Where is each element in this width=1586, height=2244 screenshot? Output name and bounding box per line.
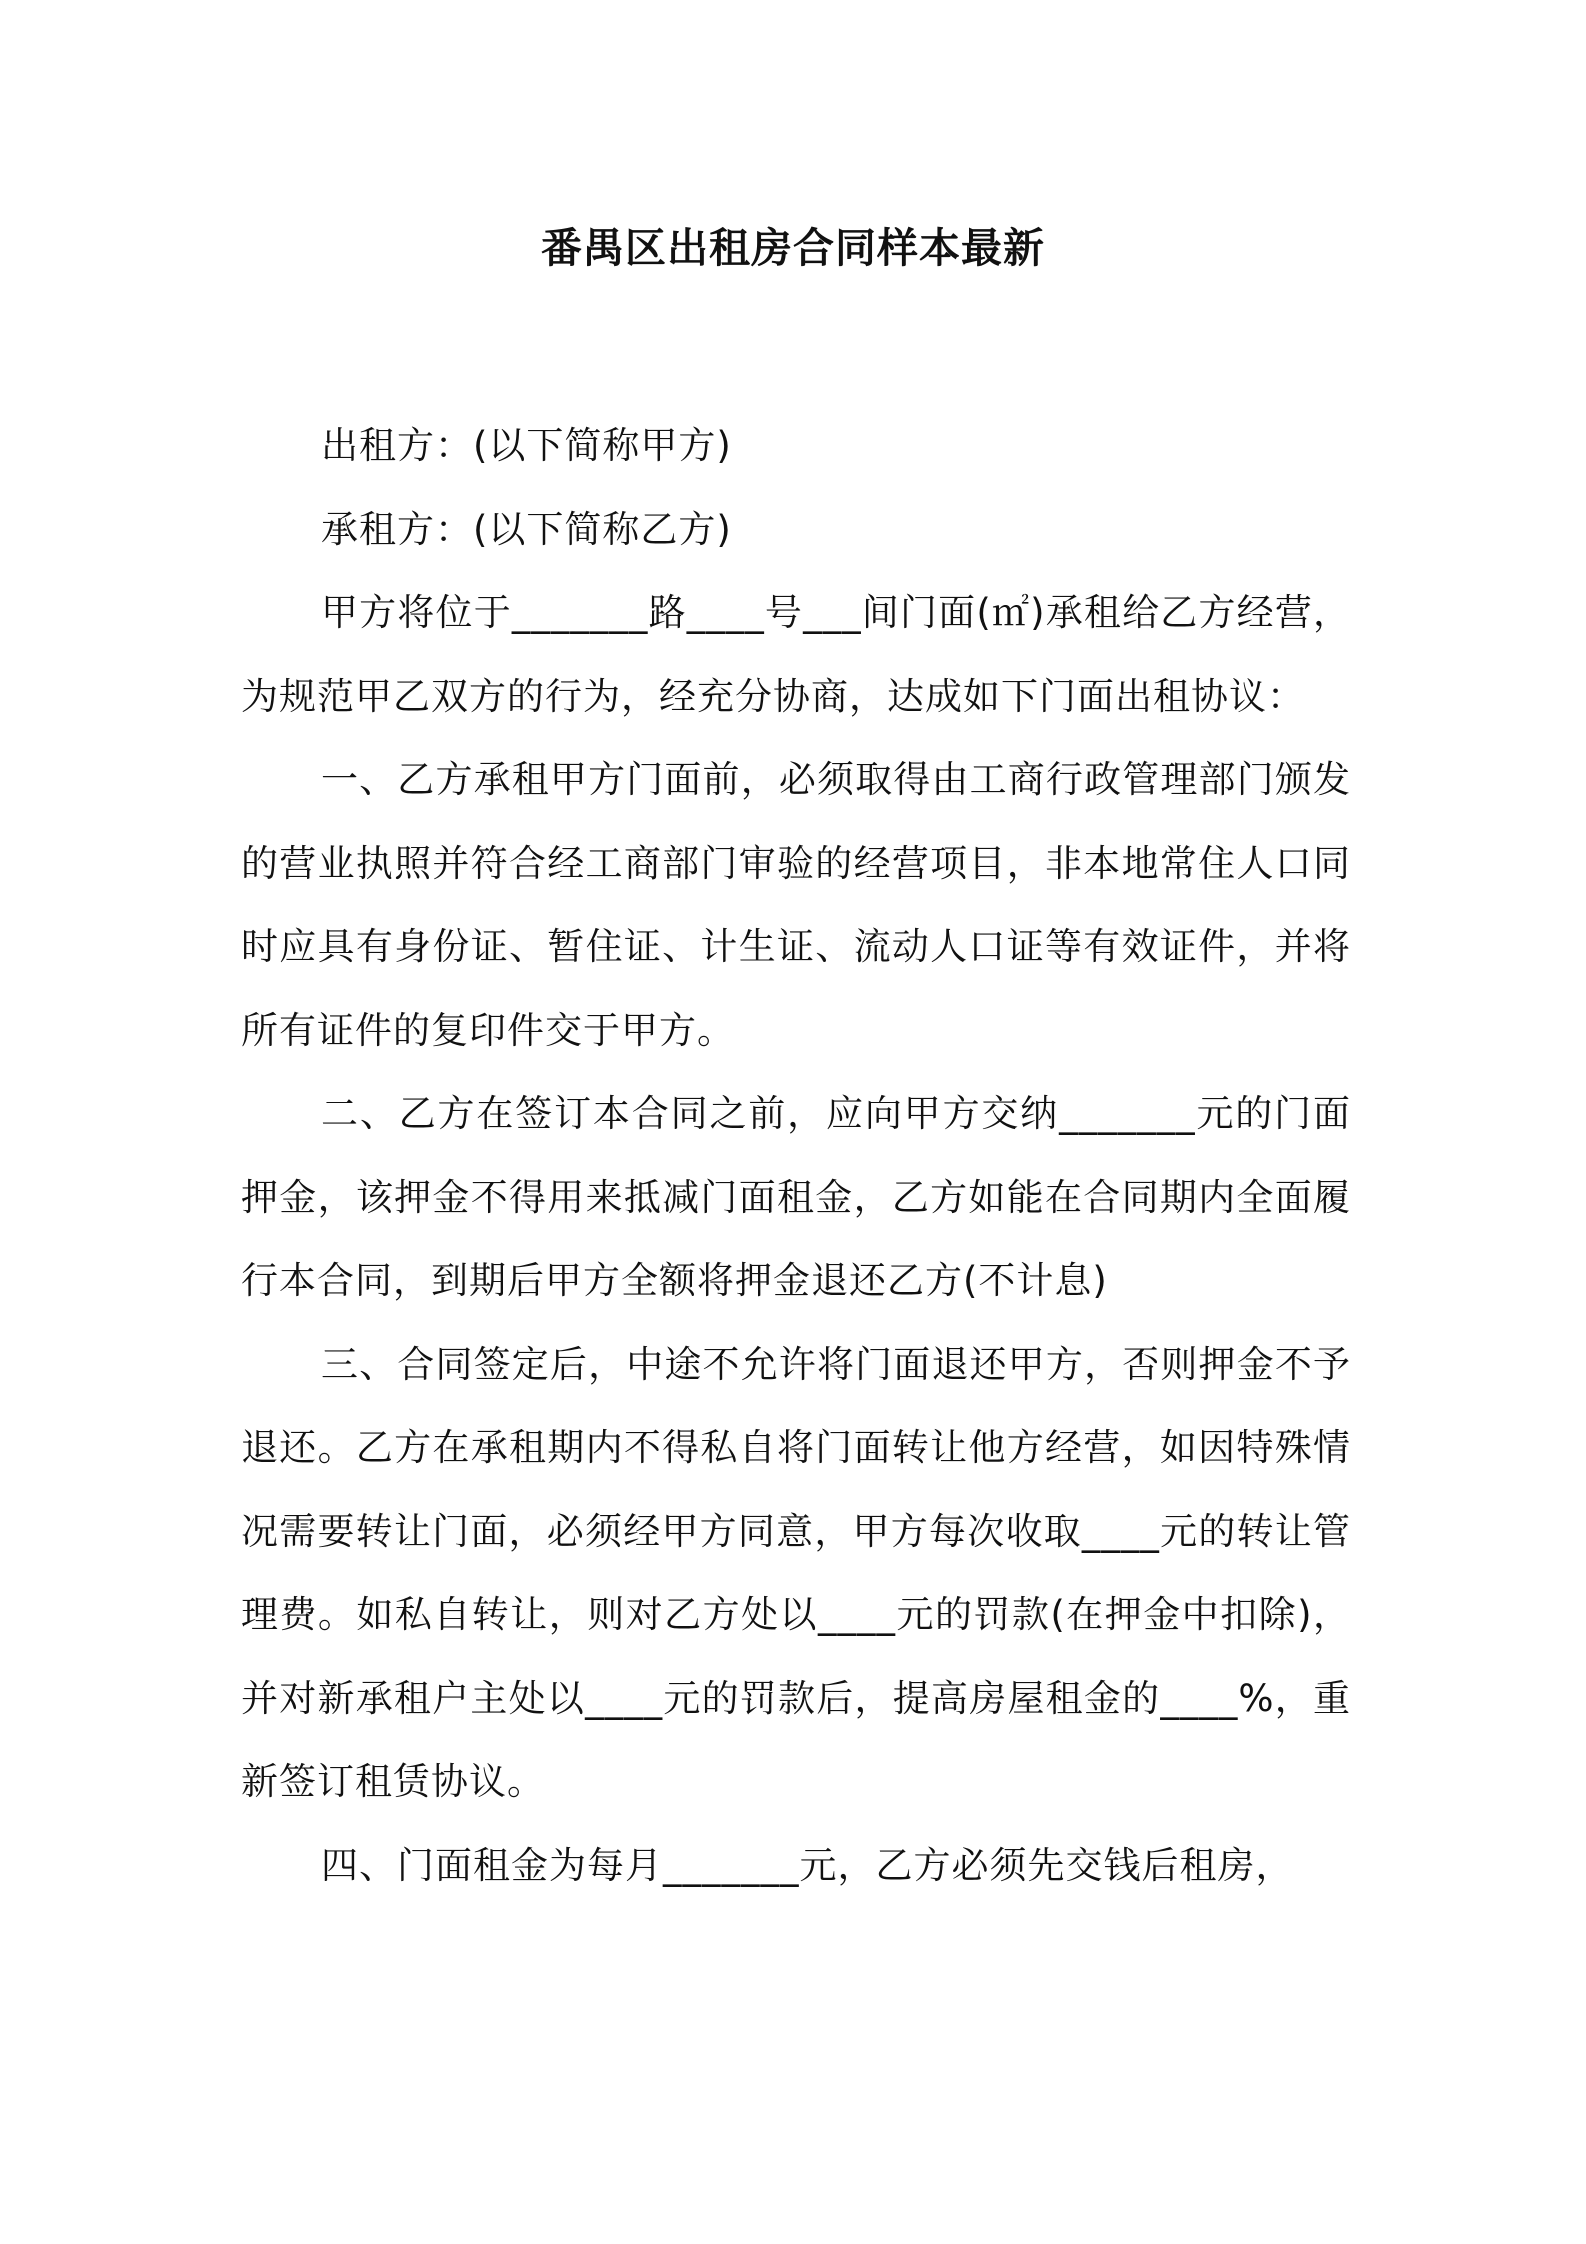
clause-4: 四、门面租金为每月_______元，乙方必须先交钱后租房， xyxy=(321,1843,1294,1887)
party-a-line: 出租方：(以下简称甲方) xyxy=(321,424,732,467)
document-body xyxy=(241,404,1351,1907)
party-b-line: 承租方：(以下简称乙方) xyxy=(321,507,732,551)
clause-2: 二、乙方在签订本合同之前，应向甲方交纳_______元的门面押金，该押金不得用来抵减门面租金，乙方如能在合同期内全面履行本合同，到期后甲方全额将押金退还乙方(不计息) xyxy=(241,1092,1351,1302)
clause-3: 三、合同签定后，中途不允许将门面退还甲方，否则押金不予退还。乙方在承租期内不得私自将门面转让他方经营，如因特殊情况需要转让门面，必须经甲方同意，甲方每次收取____元的转让管理费。如私自转让，则对乙方处以____元的罚款(在押金中扣除)，并对新承租户主处以____元的罚款后，提高房屋租金的____%，重新签订租赁协议。 xyxy=(241,1342,1351,1803)
document-title: 番禺区出租房合同样本最新 xyxy=(541,224,1045,272)
clause-1: 一、乙方承租甲方门面前，必须取得由工商行政管理部门颁发的营业执照并符合经工商部门审验的经营项目，非本地常住人口同时应具有身份证、暂住证、计生证、流动人口证等有效证件，并将所有证件的复印件交于甲方。 xyxy=(241,758,1351,1052)
intro-paragraph: 甲方将位于_______路____号___间门面(㎡)承租给乙方经营，为规范甲乙双方的行为，经充分协商，达成如下门面出租协议： xyxy=(241,591,1351,718)
